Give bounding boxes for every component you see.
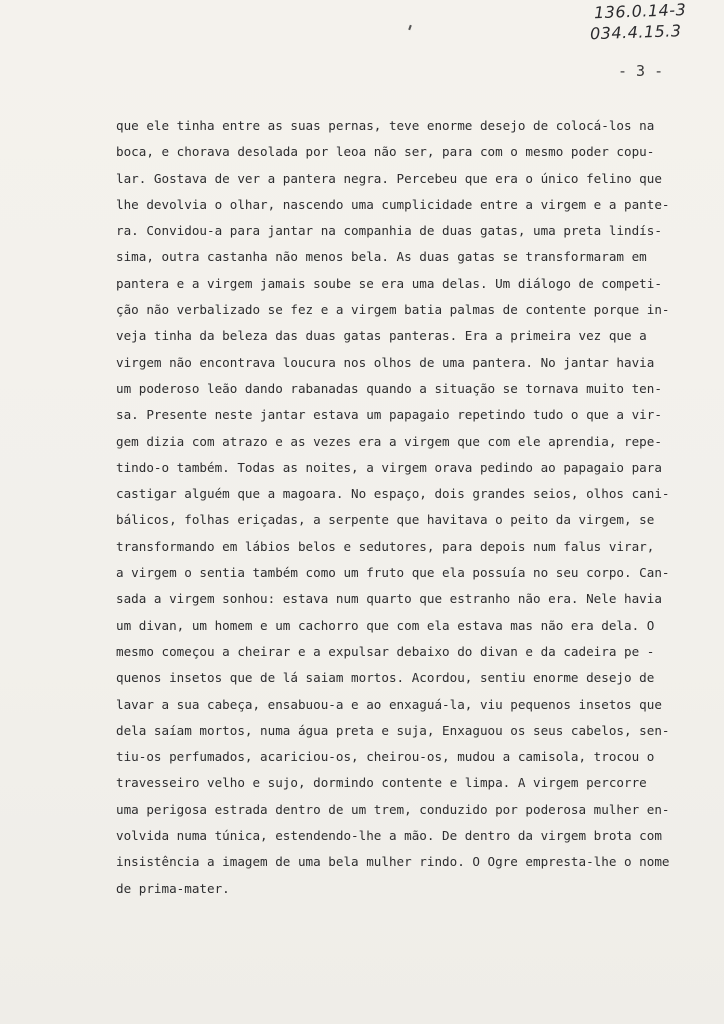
text-line: lhe devolvia o olhar, nascendo uma cumplicidade entre a virgem e a pante-	[116, 196, 670, 212]
text-line: gem dizia com atrazo e as vezes era a virgem que com ele aprendia, repe-	[116, 433, 662, 449]
text-line: lar. Gostava de ver a pantera negra. Percebeu que era o único felino que	[116, 170, 662, 186]
text-line: dela saíam mortos, numa água preta e suja, Enxaguou os seus cabelos, sen-	[116, 722, 670, 738]
text-line: um poderoso leão dando rabanadas quando a situação se tornava muito ten-	[116, 380, 662, 396]
text-line: uma perigosa estrada dentro de um trem, conduzido por poderosa mulher en-	[116, 801, 670, 817]
text-line: transformando em lábios belos e sedutores, para depois num falus virar,	[116, 538, 655, 554]
text-line: travesseiro velho e sujo, dormindo contente e limpa. A virgem percorre	[116, 775, 647, 791]
text-line: sa. Presente neste jantar estava um papagaio repetindo tudo o que a vir-	[116, 407, 662, 423]
text-line: bálicos, folhas eriçadas, a serpente que havitava o peito da virgem, se	[116, 512, 655, 528]
text-line: castigar alguém que a magoara. No espaço, dois grandes seios, olhos cani-	[116, 486, 670, 502]
ink-mark	[408, 25, 412, 30]
text-line: virgem não encontrava loucura nos olhos de uma pantera. No jantar havia	[116, 354, 655, 370]
text-line: tiu-os perfumados, acariciou-os, cheirou-os, mudou a camisola, trocou o	[116, 749, 655, 765]
archive-code-1: 136.0.14-3	[593, 0, 687, 23]
text-line: insistência a imagem de uma bela mulher rindo. O Ogre empresta-lhe o nome	[116, 854, 670, 870]
text-line: veja tinha da beleza das duas gatas panteras. Era a primeira vez que a	[116, 328, 647, 344]
text-line: tindo-o também. Todas as noites, a virgem orava pedindo ao papagaio para	[116, 459, 662, 475]
archive-codes	[590, 0, 720, 42]
text-line: ra. Convidou-a para jantar na companhia de duas gatas, uma preta lindís-	[116, 223, 662, 239]
text-line: lavar a sua cabeça, ensabuou-a e ao enxaguá-la, viu pequenos insetos que	[116, 696, 662, 712]
text-line: volvida numa túnica, estendendo-lhe a mão. De dentro da virgem brota com	[116, 828, 662, 844]
text-line: mesmo começou a cheirar e a expulsar debaixo do divan e da cadeira pe -	[116, 643, 655, 659]
text-line: ção não verbalizado se fez e a virgem batia palmas de contente porque in-	[116, 302, 670, 318]
body-text	[116, 113, 706, 902]
text-line: que ele tinha entre as suas pernas, teve enorme desejo de colocá-los na	[116, 118, 655, 133]
page-number: - 3 -	[618, 62, 664, 80]
text-line: de prima-mater.	[116, 880, 230, 896]
text-line: quenos insetos que de lá saiam mortos. Acordou, sentiu enorme desejo de	[116, 670, 655, 686]
text-line: um divan, um homem e um cachorro que com ela estava mas não era dela. O	[116, 617, 655, 633]
text-line: pantera e a virgem jamais soube se era uma delas. Um diálogo de competi-	[116, 275, 662, 291]
text-line: sada a virgem sonhou: estava num quarto que estranho não era. Nele havia	[116, 591, 662, 607]
text-line: sima, outra castanha não menos bela. As duas gatas se transformaram em	[116, 249, 647, 265]
archive-code-2: 034.4.15.3	[589, 21, 682, 44]
text-line: a virgem o sentia também como um fruto que ela possuía no seu corpo. Can-	[116, 565, 670, 581]
text-line: boca, e chorava desolada por leoa não ser, para com o mesmo poder copu-	[116, 144, 655, 160]
